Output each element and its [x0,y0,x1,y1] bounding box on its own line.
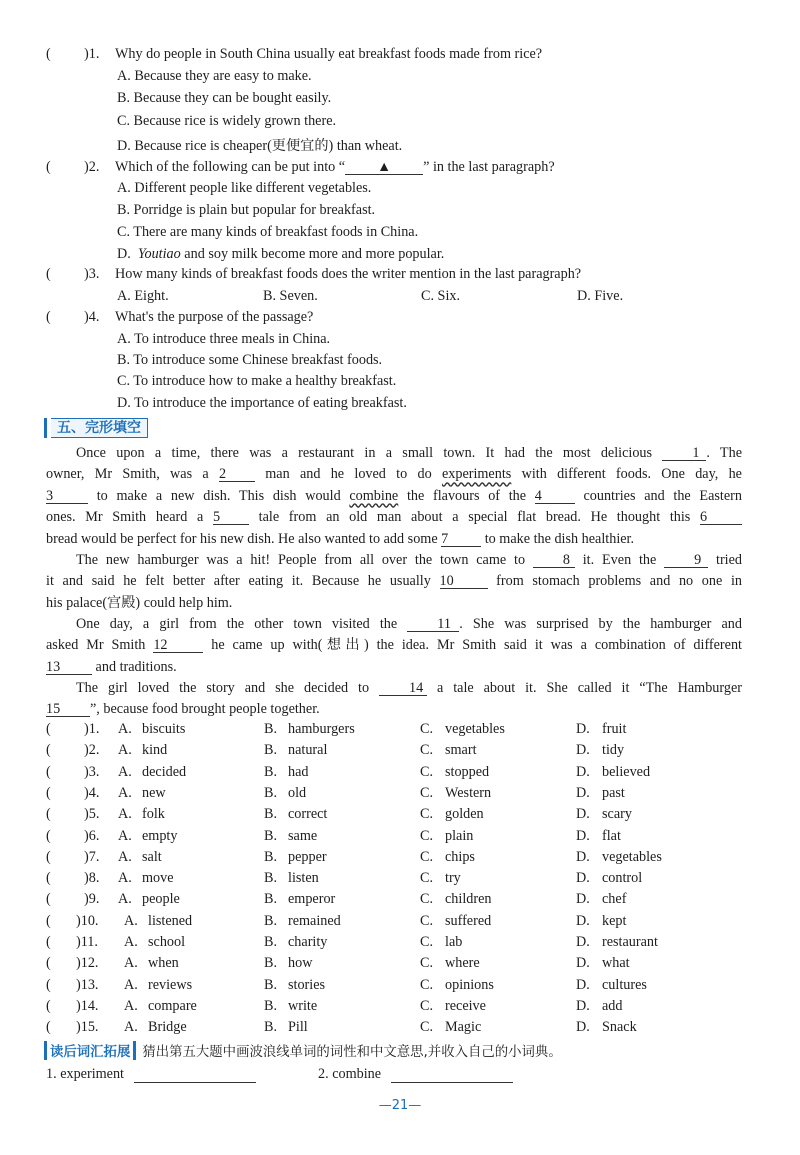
passage-paragraph-2: The new hamburger was a hit! People from all over the town came to 8 it. Even the 9 tried it and said he felt better after eating it. Because he usually 10 from stomach problems and no one in his palace(宫殿) could help him. [46,552,743,611]
option-letter-a: A. [124,976,138,993]
answer-paren[interactable]: ( [46,976,51,993]
answer-paren[interactable]: ( [46,46,51,62]
cloze-option-b[interactable]: remained [288,912,341,929]
option-letter-d: D. [576,806,590,823]
option-letter-a: A. [118,784,132,801]
cloze-option-b[interactable]: natural [288,742,328,759]
cloze-option-c[interactable]: vegetables [445,721,505,737]
option-letter-c: C. [420,1019,434,1036]
option-letter-a: A. [118,891,132,908]
cloze-option-b[interactable]: correct [288,806,328,823]
cloze-option-a[interactable]: move [142,870,174,887]
option-letter-c: C. [420,806,434,823]
option-letter-d: D. [576,721,590,737]
option-d[interactable]: D. Five. [577,288,624,304]
option-letter-d: D. [576,891,590,908]
vocab-answer-line-1[interactable] [134,1068,256,1083]
cloze-option-d[interactable]: cultures [602,976,647,993]
vocab-extension-instructions: 猜出第五大题中画波浪线单词的词性和中文意思,并收入自己的小词典。 [142,1045,562,1060]
option-c[interactable]: C. There are many kinds of breakfast foods in China. [117,224,419,240]
option-c[interactable]: C. Six. [421,288,461,304]
option-letter-a: A. [124,934,138,950]
option-letter-a: A. [118,848,132,865]
cloze-option-a[interactable]: when [148,955,179,972]
option-letter-c: C. [420,827,434,844]
option-letter-c: C. [420,848,434,865]
cloze-question-number: )4. [84,784,100,801]
option-letter-b: B. [264,742,278,759]
cloze-option-d[interactable]: control [602,870,643,887]
option-letter-b: B. [264,1019,278,1036]
option-letter-c: C. [420,976,434,993]
option-letter-a: A. [124,955,138,972]
answer-paren[interactable]: ( [46,159,51,175]
cloze-question-row [46,764,746,784]
option-b[interactable]: B. Because they can be bought easily. [117,90,332,106]
option-letter-b: B. [264,806,278,823]
option-b[interactable]: B. To introduce some Chinese breakfast foods. [117,352,383,368]
vocab-extension-header [44,1041,562,1060]
blank-13[interactable]: 13 [46,660,92,675]
cloze-question-row [46,849,746,869]
cloze-option-b[interactable]: how [288,955,313,972]
cloze-question-number: )10. [76,912,99,929]
cloze-question-row [46,742,746,762]
cloze-question-row [46,913,746,933]
answer-paren[interactable]: ( [46,955,51,972]
blank-10[interactable]: 10 [440,574,488,589]
cloze-option-b[interactable]: write [288,997,318,1014]
cloze-question-row [46,998,746,1018]
cloze-question-number: )13. [76,976,99,993]
cloze-option-b[interactable]: hamburgers [288,721,355,737]
page-number: —21— [378,1098,422,1113]
answer-paren[interactable]: ( [46,806,51,823]
cloze-option-c[interactable]: try [445,870,461,887]
answer-paren[interactable]: ( [46,827,51,844]
answer-paren[interactable]: ( [46,912,51,929]
option-letter-c: C. [420,763,434,780]
answer-paren[interactable]: ( [46,997,51,1014]
question-text: How many kinds of breakfast foods does the writer mention in the last paragraph? [115,266,582,282]
vocab-item-2 [318,1066,513,1083]
wavy-word-experiments: experiments [441,466,512,483]
cloze-option-a[interactable]: decided [142,763,187,780]
cloze-question-row [46,977,746,997]
cloze-question-row [46,891,746,911]
option-letter-c: C. [420,934,434,950]
cloze-question-number: )6. [84,827,100,844]
option-letter-d: D. [576,784,590,801]
cloze-option-d[interactable]: kept [602,912,627,929]
passage-paragraph-3: One day, a girl from the other town visited the 11 . She was surprised by the hamburger and asked Mr Smith 12 he came up with(想出) the idea. Mr Smith said it was a combination of different 13 and traditions. [46,616,742,675]
vocab-item-1 [46,1066,256,1083]
cloze-option-a[interactable]: folk [142,806,165,823]
option-letter-b: B. [264,891,278,908]
cloze-option-a[interactable]: new [142,784,166,801]
cloze-option-d[interactable]: add [602,997,623,1014]
option-letter-a: A. [124,912,138,929]
option-letter-b: B. [264,955,278,972]
option-letter-b: B. [264,934,278,950]
blank-12[interactable]: 12 [153,638,203,653]
blank-3[interactable]: 3 [46,489,88,504]
blank-15[interactable]: 15 [46,702,90,717]
question-text: Why do people in South China usually eat breakfast foods made from rice? [115,46,543,62]
section-heading [44,418,148,438]
blank-11[interactable]: 11 [407,617,459,632]
blank-2[interactable]: 2 [219,467,255,482]
triangle-icon: ▲ [377,159,392,175]
cloze-option-c[interactable]: smart [445,742,477,759]
cloze-option-a[interactable]: biscuits [142,721,186,737]
vocab-word-label: 1. experiment [46,1066,125,1082]
option-letter-d: D. [576,997,590,1014]
answer-paren[interactable]: ( [46,763,51,780]
vocab-word-label: 2. combine [318,1066,382,1082]
cloze-option-b[interactable]: had [288,763,309,780]
option-letter-c: C. [420,742,434,759]
option-letter-d: D. [576,976,590,993]
heading-bar [44,418,47,438]
cloze-option-d[interactable]: scary [602,806,632,823]
answer-paren[interactable]: ( [46,891,51,908]
option-letter-a: A. [118,721,132,737]
cloze-question-number: )12. [76,955,99,972]
blank-1[interactable]: 1 [662,446,706,461]
answer-paren[interactable]: ( [46,742,51,759]
cloze-question-number: )5. [84,806,100,823]
cloze-question-number: )7. [84,848,100,865]
option-letter-b: B. [264,763,278,780]
cloze-option-a[interactable]: school [148,934,186,950]
option-letter-b: B. [264,976,278,993]
option-letter-a: A. [118,763,132,780]
cloze-option-a[interactable]: Bridge [148,1019,187,1036]
cloze-option-c[interactable]: stopped [445,763,490,780]
option-a[interactable]: A. To introduce three meals in China. [117,331,331,347]
question-number: )3. [84,266,100,282]
question-text: Which of the following can be put into “ ▲ ” in the last paragraph? [115,159,555,175]
cloze-option-d[interactable]: chef [602,891,627,908]
cloze-option-b[interactable]: stories [288,976,326,993]
section-title: 五、完形填空 [51,418,148,438]
option-d[interactable]: D. Because rice is cheaper(更便宜的) than wheat. [117,138,403,154]
option-letter-b: B. [264,912,278,929]
answer-paren[interactable]: ( [46,1019,51,1036]
cloze-option-c[interactable]: children [445,891,492,908]
blank-5[interactable]: 5 [213,510,249,525]
option-a[interactable]: A. Because they are easy to make. [117,68,312,84]
option-b[interactable]: B. Seven. [263,288,318,304]
cloze-option-c[interactable]: suffered [445,912,492,929]
option-letter-b: B. [264,784,278,801]
cloze-option-d[interactable]: flat [602,827,621,844]
passage-paragraph-1: Once upon a time, there was a restaurant in a small town. It had the most delicious 1 . The owner, Mr Smith, was a 2 man and he loved to do experiments with different foods. One day, he 3 to make a new dish. This dish would combine the flavours of the 4 countries and the Eastern ones. Mr Smith heard a 5 tale from an old man about a special flat bread. He thought this 6 bread would be perfect for his new dish. He also wanted to add some 7 to make the dish healthier. [46,445,742,547]
answer-paren[interactable]: ( [46,848,51,865]
option-letter-d: D. [576,934,590,950]
vocab-extension-tag: 读后词汇拓展 [44,1041,136,1060]
question-number: )1. [84,46,100,62]
cloze-question-row [46,828,746,848]
cloze-option-d[interactable]: tidy [602,742,625,759]
cloze-option-c[interactable]: golden [445,806,484,823]
option-letter-c: C. [420,912,434,929]
blank-14[interactable]: 14 [379,681,427,696]
cloze-option-c[interactable]: where [445,955,480,972]
cloze-question-number: )8. [84,870,100,887]
cloze-option-a[interactable]: compare [148,997,197,1014]
option-letter-a: A. [118,806,132,823]
blank-4[interactable]: 4 [535,489,575,504]
cloze-option-d[interactable]: vegetables [602,848,662,865]
answer-paren[interactable]: ( [46,266,51,282]
option-a[interactable]: A. Eight. [117,288,169,304]
cloze-option-b[interactable]: listen [288,870,319,887]
option-letter-b: B. [264,870,278,887]
cloze-question-row [46,785,746,805]
cloze-question-row [46,806,746,826]
option-letter-d: D. [576,848,590,865]
cloze-option-d[interactable]: believed [602,763,651,780]
triangle-blank [345,160,423,175]
cloze-option-d[interactable]: what [602,955,630,972]
cloze-option-b[interactable]: pepper [288,848,327,865]
option-letter-a: A. [124,1019,138,1036]
cloze-option-a[interactable]: salt [142,848,162,865]
cloze-option-c[interactable]: lab [445,934,463,950]
cloze-question-number: )14. [76,997,99,1014]
cloze-option-a[interactable]: empty [142,827,178,844]
cloze-option-c[interactable]: Western [445,784,492,801]
option-d[interactable]: D. To introduce the importance of eating breakfast. [117,395,407,411]
wavy-word-combine: combine [349,487,399,504]
option-c[interactable]: C. Because rice is widely grown there. [117,113,337,129]
cloze-option-c[interactable]: opinions [445,976,494,993]
cloze-question-number: )2. [84,742,100,759]
cloze-option-d[interactable]: fruit [602,721,627,737]
blank-6[interactable]: 6 [700,510,742,525]
cloze-option-d[interactable]: restaurant [602,934,658,950]
option-a[interactable]: A. Different people like different vegetables. [117,180,372,196]
option-letter-d: D. [576,955,590,972]
cloze-question-number: )3. [84,763,100,780]
cloze-option-a[interactable]: listened [148,912,193,929]
vocab-answer-line-2[interactable] [391,1068,513,1083]
cloze-question-number: )1. [84,721,100,737]
cloze-option-a[interactable]: kind [142,742,168,759]
option-letter-d: D. [576,742,590,759]
blank-7[interactable]: 7 [441,532,481,547]
option-letter-b: B. [264,827,278,844]
cloze-option-d[interactable]: past [602,784,625,801]
question-number: )2. [84,159,100,175]
cloze-question-row [46,870,746,890]
option-letter-b: B. [264,721,278,737]
cloze-option-b[interactable]: same [288,827,318,844]
cloze-option-b[interactable]: Pill [288,1019,308,1036]
question-number: )4. [84,309,100,325]
option-letter-a: A. [118,827,132,844]
cloze-question-row [46,1019,746,1039]
cloze-option-b[interactable]: old [288,784,307,801]
answer-paren[interactable]: ( [46,309,51,325]
cloze-question-number: )11. [76,934,98,950]
cloze-question-row [46,955,746,975]
option-letter-c: C. [420,891,434,908]
passage-paragraph-4: The girl loved the story and she decided to 14 a tale about it. She called it “The Hamburger 15 ”, because food brought people together. [46,680,742,718]
answer-paren[interactable]: ( [46,870,51,887]
answer-paren[interactable]: ( [46,784,51,801]
option-letter-d: D. [576,870,590,887]
option-letter-a: A. [118,870,132,887]
option-letter-a: A. [124,997,138,1014]
option-letter-c: C. [420,784,434,801]
option-b[interactable]: B. Porridge is plain but popular for breakfast. [117,202,376,218]
cloze-question-row [46,934,746,954]
cloze-question-number: )15. [76,1019,99,1036]
cloze-question-row [46,721,746,741]
question-text: What's the purpose of the passage? [115,309,314,325]
option-letter-b: B. [264,997,278,1014]
option-letter-c: C. [420,721,434,737]
cloze-option-c[interactable]: receive [445,997,486,1014]
cloze-option-a[interactable]: people [142,891,180,908]
option-c[interactable]: C. To introduce how to make a healthy breakfast. [117,373,397,389]
cloze-option-b[interactable]: charity [288,934,328,950]
option-d[interactable]: D. Youtiao and soy milk become more and more popular. [117,246,445,262]
answer-paren[interactable]: ( [46,721,51,737]
blank-8[interactable]: 8 [533,553,575,568]
option-letter-c: C. [420,955,434,972]
option-letter-d: D. [576,1019,590,1036]
option-letter-d: D. [576,827,590,844]
option-letter-a: A. [118,742,132,759]
cloze-option-b[interactable]: emperor [288,891,336,908]
cloze-question-number: )9. [84,891,100,908]
option-letter-b: B. [264,848,278,865]
option-letter-c: C. [420,870,434,887]
option-letter-d: D. [576,912,590,929]
option-letter-d: D. [576,763,590,780]
cloze-option-c[interactable]: Magic [445,1019,482,1036]
option-letter-c: C. [420,997,434,1014]
cloze-option-d[interactable]: Snack [602,1019,637,1036]
cloze-option-a[interactable]: reviews [148,976,193,993]
answer-paren[interactable]: ( [46,934,51,950]
cloze-option-c[interactable]: plain [445,827,474,844]
cloze-option-c[interactable]: chips [445,848,475,865]
blank-9[interactable]: 9 [664,553,708,568]
